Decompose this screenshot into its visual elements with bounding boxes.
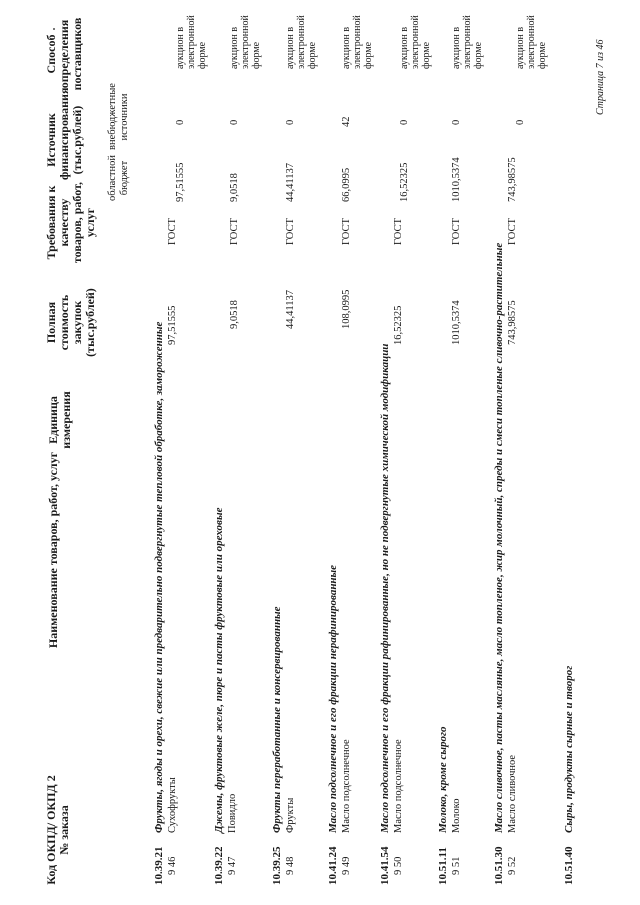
column-header-method: Способ определения поставщиков	[44, 17, 84, 91]
item-requirement: ГОСТ	[285, 218, 296, 245]
column-header-code: Код ОКПД/ ОКПД 2 № заказа	[44, 775, 71, 885]
section-code: 10.41.24	[327, 846, 339, 885]
item-total-cost: 44,41137	[285, 290, 296, 329]
section-code: 10.51.30	[493, 846, 505, 885]
item-regional-budget: 97,51555	[175, 162, 186, 202]
section-code: 10.39.22	[213, 846, 225, 885]
order-number: 9 48	[285, 856, 296, 875]
order-number: 9 50	[393, 856, 404, 875]
item-name: Молоко	[451, 798, 462, 833]
section-title: Фрукты переработанные и консервированные	[271, 606, 283, 833]
section-title: Масло сливочное, пасты масляные, масло топленое, жир молочный, спреды и смеси топленые сливочно-растительные	[493, 242, 505, 833]
item-name: Масло сливочное	[507, 754, 518, 833]
item-regional-budget: 1010,5374	[451, 157, 462, 202]
item-name: Сухофрукты	[167, 777, 178, 833]
section-code: 10.39.21	[153, 846, 165, 885]
item-total-cost: 9,0518	[229, 300, 240, 329]
order-number: 9 51	[451, 856, 462, 875]
item-regional-budget: 16,52325	[399, 162, 410, 202]
section-code: 10.51.11	[437, 847, 449, 885]
item-total-cost: 16,52325	[393, 305, 404, 345]
item-procurement-method: аукцион в электронной форме	[341, 15, 374, 69]
item-regional-budget: 44,41137	[285, 163, 296, 202]
section-title: Масло подсолнечное и его фракции рафинированные, но не подвергнутые химической модификации	[379, 343, 391, 833]
section-title: Молоко, кроме сырого	[437, 726, 449, 833]
column-header-name: Наименование товаров, работ, услуг	[46, 451, 60, 649]
order-number: 9 46	[167, 856, 178, 875]
section-code: 10.41.54	[379, 846, 391, 885]
order-number: 9 49	[341, 856, 352, 875]
page-number: Страница 7 из 46	[595, 39, 606, 115]
item-total-cost: 108,0995	[341, 289, 352, 329]
item-procurement-method: аукцион в электронной форме	[229, 15, 262, 69]
column-header-total-cost: Полная стоимость закупок (тыс.рублей)	[44, 288, 97, 357]
item-requirement: ГОСТ	[507, 218, 518, 245]
item-regional-budget: 743,98575	[507, 157, 518, 202]
item-extrabudget: 0	[285, 119, 296, 125]
section-code: 10.39.25	[271, 846, 283, 885]
item-name: Масло подсолнечное	[393, 739, 404, 833]
section-title: Сыры, продукты сырные и творог	[563, 665, 575, 833]
section-title: Джемы, фруктовые желе, пюре и пасты фруктовые или ореховые	[213, 507, 225, 833]
column-header-requirements: Требования к качеству товаров, работ, услуг	[44, 181, 97, 264]
section-title: Фрукты, ягоды и орехи, свежие или предварительно подвергнутые тепловой обработке, замороженные	[153, 321, 165, 833]
item-regional-budget: 66,0995	[341, 167, 352, 202]
item-procurement-method: аукцион в электронной форме	[175, 15, 208, 69]
item-name: Повидло	[227, 793, 238, 833]
column-header-extrabudget: внебюджетные источники	[107, 83, 130, 150]
item-extrabudget: 0	[229, 119, 240, 125]
item-extrabudget: 42	[341, 116, 352, 127]
item-procurement-method: аукцион в электронной форме	[285, 15, 318, 69]
rotated-document-page	[15, 15, 625, 885]
item-procurement-method: аукцион в электронной форме	[451, 15, 484, 69]
item-regional-budget: 9,0518	[229, 173, 240, 202]
item-requirement: ГОСТ	[341, 218, 352, 245]
section-title: Масло подсолнечное и его фракции нерафинированные	[327, 564, 339, 833]
item-requirement: ГОСТ	[393, 218, 404, 245]
item-extrabudget: 0	[515, 119, 526, 125]
item-total-cost: 97,51555	[167, 305, 178, 345]
item-extrabudget: 0	[175, 119, 186, 125]
item-procurement-method: аукцион в электронной форме	[399, 15, 432, 69]
item-extrabudget: 0	[399, 119, 410, 125]
order-number: 9 47	[227, 856, 238, 875]
column-header-regional-budget: областной бюджет	[107, 155, 130, 201]
item-requirement: ГОСТ	[451, 218, 462, 245]
item-name: Фрукты	[285, 797, 296, 833]
column-header-unit: Единица измерения	[46, 391, 73, 449]
section-code: 10.51.40	[563, 846, 575, 885]
column-header-financing: Источник финансирования (тыс.рублей)	[44, 87, 84, 180]
item-extrabudget: 0	[451, 119, 462, 125]
item-name: Масло подсолнечное	[341, 739, 352, 833]
item-procurement-method: аукцион в электронной форме	[515, 15, 548, 69]
scan-speck	[53, 28, 55, 30]
item-requirement: ГОСТ	[167, 218, 178, 245]
item-requirement: ГОСТ	[229, 218, 240, 245]
item-total-cost: 743,98575	[507, 300, 518, 345]
item-total-cost: 1010,5374	[451, 300, 462, 345]
order-number: 9 52	[507, 856, 518, 875]
